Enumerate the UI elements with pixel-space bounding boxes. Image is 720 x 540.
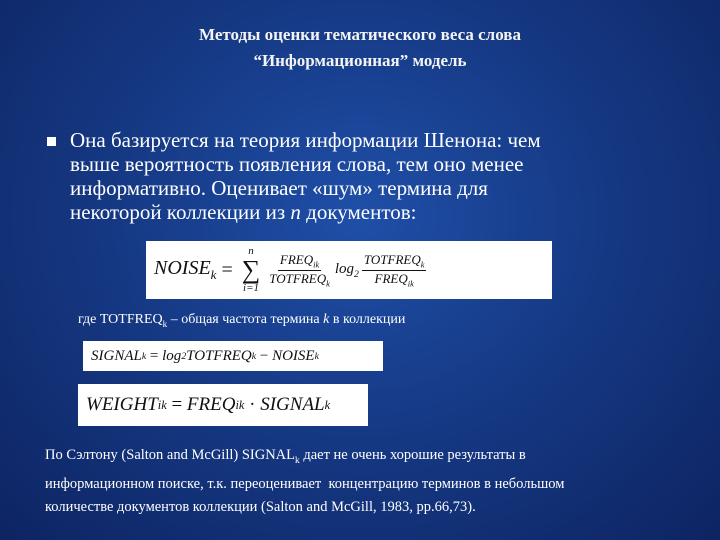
para-line-3: количестве документов коллекции (Salton and McGill, 1983, pp.66,73). [45, 498, 476, 515]
bullet-line-4b: документов: [300, 200, 417, 224]
noise-eq: = [216, 258, 238, 281]
bullet-line-4a: некоторой коллекции из [70, 200, 291, 224]
where-line: где $TOTFREQ_k$ – общая частота термина k в коллекции [78, 312, 406, 329]
bullet-line-3: информативно. Оценивает «шум» термина для [70, 176, 488, 200]
signal-formula: SIGNAL k = log 2 TOTFREQ k − NOISE k [83, 341, 383, 371]
weight-formula: WEIGHT ik = FREQ ik · SIGNAL k [78, 384, 368, 426]
salton-paragraph [45, 444, 695, 519]
bullet-line-1: Она базируется на теория информации Шенона: чем [70, 128, 541, 152]
bullet-line-4 [70, 200, 690, 224]
para-line-1: По Сэлтону (Salton and McGill) $SIGNAL_k$ дает не очень хорошие результаты в [45, 447, 526, 466]
noise-log: $\log_2$ [334, 260, 359, 280]
bullet-n: n [290, 200, 301, 224]
title-line-2: “Информационная” модель [253, 51, 467, 70]
bullet-line-2: выше вероятность появления слова, тем оно менее [70, 152, 524, 176]
slide-title [0, 22, 720, 74]
para-line-2: информационном поиске, т.к. переоценивает концентрацию терминов в небольшом [45, 475, 565, 492]
noise-fraction-2: $\frac{TOTFREQ_k}{FREQ_{ik}}$ [363, 251, 425, 289]
title-line-1: Методы оценки тематического веса слова [199, 25, 521, 44]
noise-formula [146, 241, 552, 299]
bullet-text [70, 128, 690, 224]
noise-lhs: $NOISE_k$ [154, 257, 217, 282]
bullet-square-icon [47, 137, 56, 146]
noise-fraction-1: $\frac{FREQ_{ik}}{TOTFREQ_k}$ [269, 251, 330, 289]
sum-symbol: n ∑ i=1 [241, 245, 261, 294]
